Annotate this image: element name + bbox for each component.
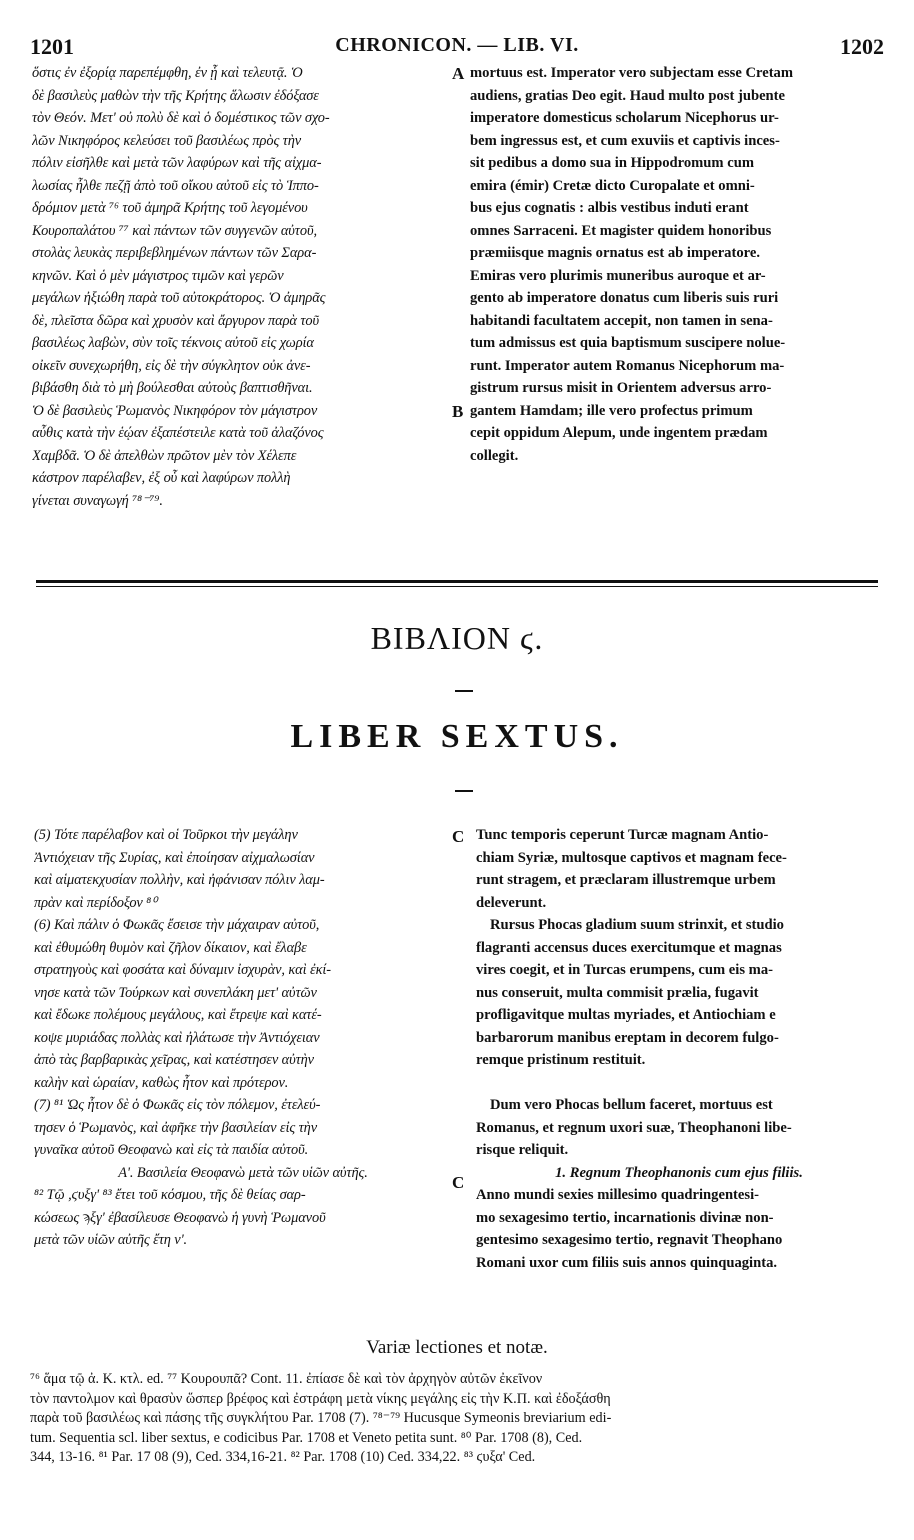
title-dash bbox=[455, 690, 473, 692]
critical-apparatus bbox=[30, 1370, 882, 1468]
greek-text-line: Ἀντιόχειαν τῆς Συρίας, καὶ ἐποίησαν αἰχμαλωσίαν bbox=[34, 849, 315, 866]
running-title: CHRONICON. — LIB. VI. bbox=[335, 34, 579, 56]
greek-text-line: βασιλέως λαβὼν, σὺν τοῖς τέκνοις αὐτοῦ εἰς χωρία bbox=[32, 335, 314, 351]
note-line: tum. Sequentia scl. liber sextus, e codicibus Par. 1708 et Veneto petita sunt. ⁸⁰ Par. 1708 (8), Ced. bbox=[30, 1429, 583, 1446]
greek-text-line: μετὰ τῶν υἱῶν αὐτῆς ἔτη ν'. bbox=[34, 1232, 188, 1248]
latin-text-line: risque reliquit. bbox=[476, 1142, 569, 1158]
margin-marker-a: A bbox=[452, 64, 465, 83]
note-line: 344, 13-16. ⁸¹ Par. 17 08 (9), Ced. 334,16-21. ⁸² Par. 1708 (10) Ced. 334,22. ⁸³ ϛυξα' Ced. bbox=[30, 1449, 536, 1465]
latin-text-line: bus ejus cognatis : albis vestibus induti erant bbox=[470, 200, 749, 216]
greek-text-line: δρόμιον μετὰ ⁷⁶ τοῦ ἀμηρᾶ Κρήτης τοῦ λεγομένου bbox=[32, 200, 308, 216]
greek-text-line: στολὰς λευκὰς περιβεβλημένων πάντων τῶν Σαρα- bbox=[32, 245, 317, 261]
greek-text-line: καὶ ἔδωκε πολέμους μεγάλους, καὶ ἔτρεψε καὶ κατέ- bbox=[34, 1007, 322, 1023]
latin-text-line: profligavitque multas myriades, et Antiochiam e bbox=[476, 1007, 776, 1023]
greek-text-line: δὲ, πλεῖστα δῶρα καὶ χρυσὸν καὶ ἄργυρον παρὰ τοῦ bbox=[32, 312, 320, 329]
greek-text-line: λωσίας ἦλθε πεζῇ ἀπὸ τοῦ οἴκου αὐτοῦ εἰς τὸ Ἱππο- bbox=[32, 177, 319, 194]
latin-text-line: tum admissus est quia baptismum suscipere nolue- bbox=[470, 335, 786, 351]
greek-text-line: γίνεται συναγωγή ⁷⁸⁻⁷⁹. bbox=[32, 492, 163, 509]
latin-text-line: remque pristinum restituit. bbox=[476, 1052, 646, 1068]
greek-text-line: κώσεως ϡξγ' ἐβασίλευσε Θεοφανὼ ἡ γυνὴ Ῥωμανοῦ bbox=[34, 1209, 326, 1226]
greek-text-line: τησεν ὁ Ῥωμανὸς, καὶ ἀφῆκε τὴν βασιλείαν εἰς τὴν bbox=[34, 1119, 317, 1136]
latin-text-line bbox=[476, 1072, 882, 1095]
latin-text-line: chiam Syriæ, multosque captivos et magnam fece- bbox=[476, 849, 787, 866]
latin-text-line: nus conseruit, multa commisit prælia, fugavit bbox=[476, 984, 759, 1001]
bottom-latin-column bbox=[476, 824, 882, 1274]
latin-text-line: vires coegit, et in Turcas erumpens, cum eis ma- bbox=[476, 962, 773, 978]
greek-text-line: κηνῶν. Καὶ ὁ μὲν μάγιστρος τιμῶν καὶ γερῶν bbox=[32, 267, 284, 284]
greek-text-line: (6) Καὶ πάλιν ὁ Φωκᾶς ἔσεισε τὴν μάχαιραν αὐτοῦ, bbox=[34, 917, 320, 933]
latin-text-line: Rursus Phocas gladium suum strinxit, et studio bbox=[490, 917, 784, 933]
latin-text-line: Emiras vero plurimis muneribus auroque et ar- bbox=[470, 267, 766, 284]
latin-text-line: runt. Imperator autem Romanus Nicephorum ma- bbox=[470, 357, 785, 374]
latin-text-line: audiens, gratias Deo egit. Haud multo post jubente bbox=[470, 87, 785, 104]
margin-marker-b: B bbox=[452, 402, 464, 421]
latin-text-line: Romanus, et regnum uxori suæ, Theophanoni libe- bbox=[476, 1119, 792, 1136]
greek-text-line: στρατηγοὺς καὶ φοσάτα καὶ δύναμιν ἰσχυρὰν, καὶ ἐκί- bbox=[34, 962, 331, 978]
latin-text-line: præmiisque magnis ornatus est ab imperatore. bbox=[470, 245, 760, 261]
latin-text-line: mo sexagesimo tertio, incarnationis divinæ non- bbox=[476, 1209, 774, 1226]
latin-text-line: Tunc temporis ceperunt Turcæ magnam Antio- bbox=[476, 827, 769, 843]
book-title-latin: LIBER SEXTUS. bbox=[290, 718, 624, 755]
title-dash bbox=[455, 790, 473, 792]
latin-text-line: bem ingressus est, et cum exuviis et captivis inces- bbox=[470, 132, 780, 149]
greek-text-line: καὶ αἱματεκχυσίαν πολλὴν, καὶ ἠφάνισαν πόλιν λαμ- bbox=[34, 872, 325, 888]
section-rule bbox=[36, 580, 878, 583]
bottom-greek-column bbox=[34, 824, 452, 1252]
greek-text-line: ὅστις ἐν ἐξορίᾳ παρεπέμφθη, ἐν ᾗ καὶ τελευτᾷ. Ὁ bbox=[32, 65, 303, 81]
latin-text-line: barbarorum manibus ereptam in decorem fulgo- bbox=[476, 1029, 779, 1046]
greek-text-line: νησε κατὰ τῶν Τούρκων καὶ συνεπλάκη μετ' αὐτῶν bbox=[34, 984, 317, 1001]
latin-text-line: deleverunt. bbox=[476, 894, 547, 911]
latin-text-line: omnes Sarraceni. Et magister quidem honoribus bbox=[470, 222, 772, 239]
greek-text-line: ἀπὸ τὰς βαρβαρικὰς χεῖρας, καὶ κατέστησεν αὐτὴν bbox=[34, 1052, 314, 1068]
greek-subheading: Α'. Βασιλεία Θεοφανὼ μετὰ τῶν υἱῶν αὐτῆς. bbox=[118, 1164, 368, 1181]
note-line: ⁷⁶ ἅμα τῷ ἀ. Κ. κτλ. ed. ⁷⁷ Κουρουπᾶ? Cont. 11. ἐπίασε δὲ καὶ τὸν ἀρχηγὸν αὐτῶν ἐκεῖνον bbox=[30, 1371, 543, 1387]
latin-text-line: gistrum rursus misit in Orientem adversus arro- bbox=[470, 380, 772, 396]
latin-text-line: Romani uxor cum filiis suis annos quinquaginta. bbox=[476, 1254, 778, 1271]
latin-text-line: collegit. bbox=[470, 447, 519, 464]
greek-text-line: λῶν Νικηφόρος κελεύσει τοῦ βασιλέως πρὸς τὴν bbox=[32, 132, 302, 149]
latin-text-line: Dum vero Phocas bellum faceret, mortuus est bbox=[490, 1097, 773, 1113]
greek-text-line: αὖθις κατὰ τὴν ἑῴαν ἐξαπέστειλε κατὰ τοῦ ἀλαζόνος bbox=[32, 425, 324, 441]
latin-text-line: habitandi facultatem accepit, non tamen in sena- bbox=[470, 312, 773, 329]
greek-text-line: κοψε μυριάδας πολλὰς καὶ ἠλάτωσε τὴν Ἀντιόχειαν bbox=[34, 1029, 320, 1046]
greek-text-line: δὲ βασιλεὺς μαθὼν τὴν τῆς Κρήτης ἅλωσιν ἐδόξασε bbox=[32, 87, 319, 104]
section-rule-thin bbox=[36, 586, 878, 587]
note-line: παρὰ τοῦ βασιλέως καὶ πάσης τῆς συγκλήτου Par. 1708 (7). ⁷⁸⁻⁷⁹ Hucusque Symeonis breviarium edi- bbox=[30, 1410, 612, 1426]
note-line: τὸν παντολμον καὶ θρασὺν ὥσπερ βρέφος καὶ ἐστράφη μετὰ νίκης μεγάλης εἰς τὴν Κ.Π. καὶ ἐδοξάσθη bbox=[30, 1390, 611, 1407]
latin-text-line: Anno mundi sexies millesimo quadringentesi- bbox=[476, 1187, 759, 1203]
greek-text-line: κάστρον παρέλαβεν, ἐξ οὗ καὶ λαφύρων πολλὴ bbox=[32, 470, 291, 486]
margin-marker-c: C bbox=[452, 827, 465, 846]
latin-text-line: mortuus est. Imperator vero subjectam esse Cretam bbox=[470, 65, 794, 81]
latin-text-line: runt stragem, et præclaram illustremque urbem bbox=[476, 872, 776, 888]
greek-text-line: καλὴν καὶ ὡραίαν, καθὼς ἦτον καὶ πρότερον. bbox=[34, 1074, 289, 1091]
latin-text-line: flagranti accensus duces exercitumque et magnas bbox=[476, 939, 782, 956]
greek-text-line: πόλιν εἰσῆλθε καὶ μετὰ τῶν λαφύρων καὶ τῆς αἰχμα- bbox=[32, 155, 322, 171]
book-title-greek: ΒΙΒΛΙΟΝ ϛ. bbox=[370, 620, 544, 656]
greek-text-line: βιβάσθη διὰ τὸ μὴ βούλεσθαι αὐτοὺς βαπτισθῆναι. bbox=[32, 380, 313, 396]
running-header bbox=[30, 34, 884, 60]
greek-text-line: γυναῖκα αὐτοῦ Θεοφανὼ καὶ εἰς τὰ παιδία αὐτοῦ. bbox=[34, 1142, 309, 1158]
page-number-left: 1201 bbox=[30, 34, 74, 59]
latin-text-line: gantem Hamdam; ille vero profectus primum bbox=[470, 402, 753, 419]
latin-text-line: imperatore domesticus scholarum Nicephorus ur- bbox=[470, 110, 779, 126]
greek-text-line: (7) ⁸¹ Ὡς ἦτον δὲ ὁ Φωκᾶς εἰς τὸν πόλεμον, ἐτελεύ- bbox=[34, 1097, 321, 1113]
greek-text-line: Κουροπαλάτου ⁷⁷ καὶ πάντων τῶν συγγενῶν αὐτοῦ, bbox=[32, 222, 317, 239]
greek-text-line: ⁸² Τῷ ,ϛυξγ' ⁸³ ἔτει τοῦ κόσμου, τῆς δὲ θείας σαρ- bbox=[34, 1187, 306, 1203]
greek-text-line: τὸν Θεόν. Μετ' οὐ πολὺ δὲ καὶ ὁ δομέστικος τῶν σχο- bbox=[32, 110, 330, 126]
top-latin-column bbox=[470, 62, 882, 467]
page-number-right: 1202 bbox=[840, 34, 884, 59]
greek-text-line: Χαμβδᾶ. Ὁ δὲ ἀπελθὼν πρῶτον μὲν τὸν Χέλεπε bbox=[32, 447, 297, 464]
greek-text-line: οἰκεῖν συνεχωρήθη, εἰς δὲ τὴν σύγκλητον οὐκ ἀνε- bbox=[32, 357, 311, 374]
latin-text-line: gento ab imperatore donatus cum liberis suis ruri bbox=[470, 290, 779, 306]
latin-text-line: emira (émir) Cretæ dicto Curopalate et omni- bbox=[470, 177, 755, 194]
latin-text-line: gentesimo sexagesimo tertio, regnavit Theophano bbox=[476, 1232, 783, 1248]
greek-text-line: (5) Τότε παρέλαβον καὶ οἱ Τοῦρκοι τὴν μεγάλην bbox=[34, 827, 298, 843]
latin-text-line: cepit oppidum Alepum, unde ingentem prædam bbox=[470, 425, 768, 441]
margin-marker-c: C bbox=[452, 1173, 465, 1192]
greek-text-line: Ὁ δὲ βασιλεὺς Ῥωμανὸς Νικηφόρον τὸν μάγιστρον bbox=[32, 402, 318, 419]
latin-subheading: 1. Regnum Theophanonis cum ejus filiis. bbox=[555, 1164, 803, 1181]
greek-text-line: πρὰν καὶ περίδοξον ⁸⁰ bbox=[34, 894, 157, 911]
top-greek-column bbox=[32, 62, 452, 512]
greek-text-line: μεγάλων ἠξιώθη παρὰ τοῦ αὐτοκράτορος. Ὁ ἀμηρᾶς bbox=[32, 290, 326, 306]
greek-text-line: καὶ ἐθυμώθη θυμὸν καὶ ζῆλον δίκαιον, καὶ ἔλαβε bbox=[34, 939, 307, 956]
notes-heading: Variæ lectiones et notæ. bbox=[366, 1337, 548, 1358]
latin-text-line: sit pedibus a domo sua in Hippodromum cum bbox=[470, 155, 754, 171]
